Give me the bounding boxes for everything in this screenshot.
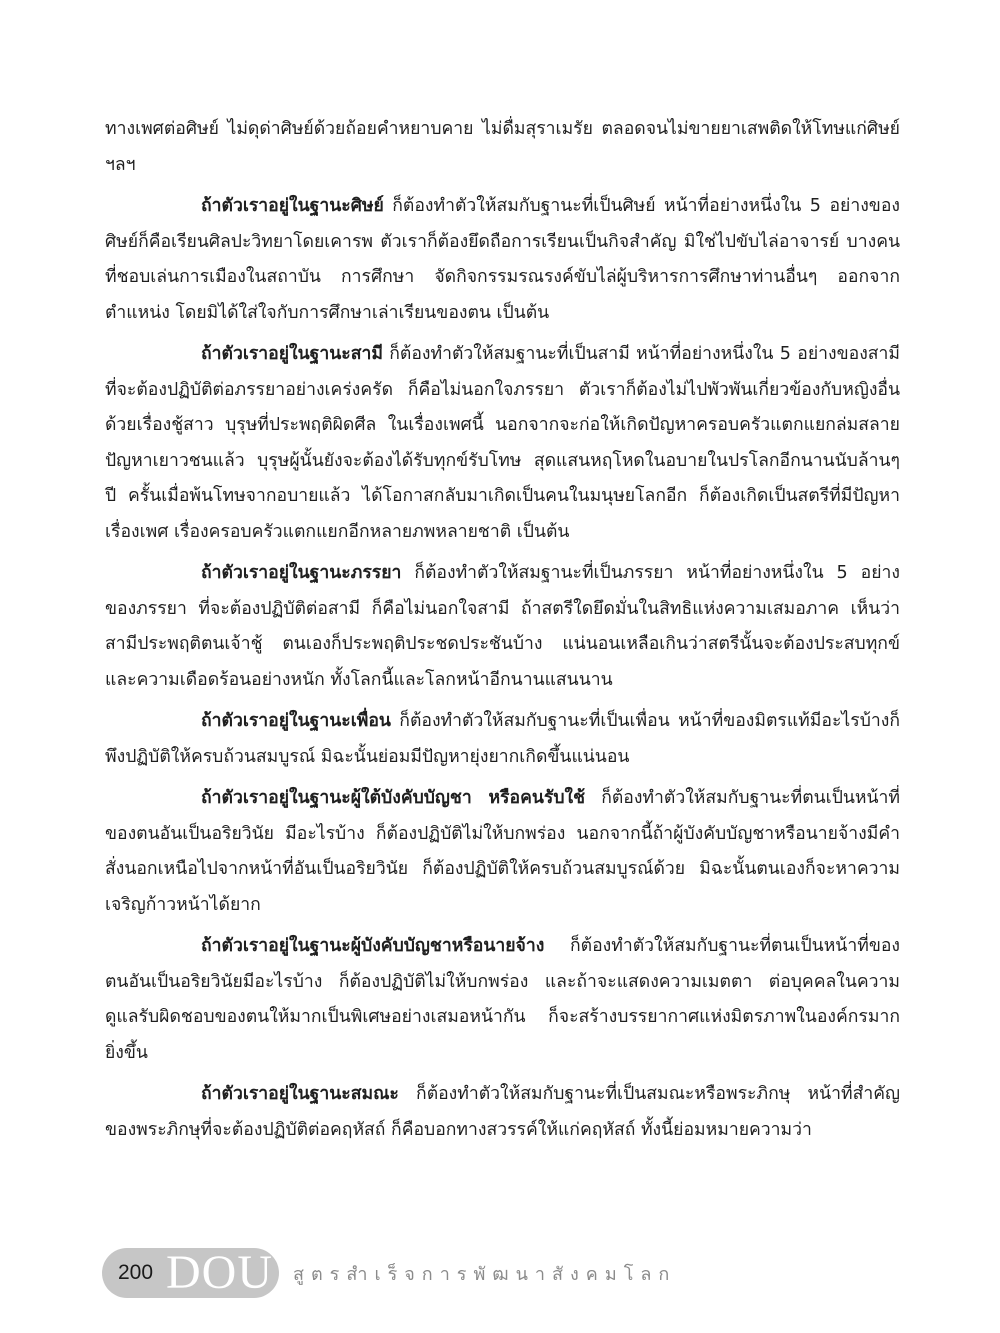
paragraph-lead: ถ้าตัวเราอยู่ในฐานะผู้บังคับบัญชาหรือนายจ้าง	[201, 936, 545, 956]
paragraph-text: ก็ต้องทำตัวให้สมกับฐานะที่ตนเป็นหน้าที่ของตนอันเป็นอริยวินัยมีอะไรบ้าง ก็ต้องปฏิบัติไม่ให้บกพร่อง และถ้าจะแสดงความเมตตา ต่อบุคคลในความดูแลรับผิดชอบของตนให้มากเป็นพิเศษอย่างเสมอหน้ากัน ก็จะสร้างบรรยากาศแห่งมิตรภาพในองค์กรมากยิ่งขึ้น	[105, 936, 900, 1063]
body-text	[105, 112, 900, 1154]
page-footer	[102, 1248, 676, 1298]
paragraph-student	[105, 189, 900, 331]
paragraph-text: ก็ต้องทำตัวให้สมฐานะที่เป็นภรรยา หน้าที่อย่างหนึ่งใน 5 อย่างของภรรยา ที่จะต้องปฏิบัติต่อสามี ก็คือไม่นอกใจสามี ถ้าสตรีใดยึดมั่นในสิทธิแห่งความเสมอภาค เห็นว่าสามีประพฤติตนเจ้าชู้ ตนเองก็ประพฤติประชดประชันบ้าง แน่นอนเหลือเกินว่าสตรีนั้นจะต้องประสบทุกข์และความเดือดร้อนอย่างหนัก ทั้งโลกนี้และโลกหน้าอีกนานแสนนาน	[105, 563, 900, 690]
paragraph-lead: ถ้าตัวเราอยู่ในฐานะภรรยา	[201, 563, 402, 583]
paragraph-lead: ถ้าตัวเราอยู่ในฐานะสามี	[201, 344, 383, 364]
paragraph-husband	[105, 337, 900, 550]
paragraph-lead: ถ้าตัวเราอยู่ในฐานะเพื่อน	[201, 711, 391, 731]
paragraph-wife	[105, 556, 900, 698]
paragraph-text: ก็ต้องทำตัวให้สมกับฐานะที่ตนเป็นหน้าที่ของตนอันเป็นอริยวินัย มีอะไรบ้าง ก็ต้องปฏิบัติไม่ให้บกพร่อง นอกจากนี้ถ้าผู้บังคับบัญชาหรือนายจ้างมีคำสั่งนอกเหนือไปจากหน้าที่อันเป็นอริยวินัย ก็ต้องปฏิบัติให้ครบถ้วนสมบูรณ์ด้วย มิฉะนั้นตนเองก็จะหาความเจริญก้าวหน้าได้ยาก	[105, 788, 900, 915]
paragraph-friend	[105, 704, 900, 775]
paragraph-text: ก็ต้องทำตัวให้สมกับฐานะที่เป็นเพื่อน หน้าที่ของมิตรแท้มีอะไรบ้างก็พึงปฏิบัติให้ครบถ้วนสมบูรณ์ มิฉะนั้นย่อมมีปัญหายุ่งยากเกิดขึ้นแน่นอน	[105, 711, 900, 767]
page-number: 200	[118, 1261, 154, 1284]
paragraph-lead: ถ้าตัวเราอยู่ในฐานะสมณะ	[201, 1084, 399, 1104]
paragraph-continued	[105, 112, 900, 183]
paragraph-text: ก็ต้องทำตัวให้สมฐานะที่เป็นสามี หน้าที่อย่างหนึ่งใน 5 อย่างของสามี ที่จะต้องปฏิบัติต่อภรรยาอย่างเคร่งครัด ก็คือไม่นอกใจภรรยา ตัวเราก็ต้องไม่ไปพัวพันเกี่ยวข้องกับหญิงอื่นด้วยเรื่องชู้สาว บุรุษที่ประพฤติผิดศีล ในเรื่องเพศนี้ นอกจากจะก่อให้เกิดปัญหาครอบครัวแตกแยกล่มสลาย ปัญหาเยาวชนแล้ว บุรุษผู้นั้นยังจะต้องได้รับทุกข์รับโทษ สุดแสนหฤโหดในอบายในปรโลกอีกนานนับล้านๆ ปี ครั้นเมื่อพ้นโทษจากอบายแล้ว ได้โอกาสกลับมาเกิดเป็นคนในมนุษยโลกอีก ก็ต้องเกิดเป็นสตรีที่มีปัญหาเรื่องเพศ เรื่องครอบครัวแตกแยกอีกหลายภพหลายชาติ เป็นต้น	[105, 344, 900, 542]
paragraph-subordinate	[105, 781, 900, 923]
paragraph-text: ทางเพศต่อศิษย์ ไม่ดุด่าศิษย์ด้วยถ้อยคำหยาบคาย ไม่ดื่มสุราเมรัย ตลอดจนไม่ขายยาเสพติดให้โทษแก่ศิษย์ ฯลฯ	[105, 119, 900, 175]
book-title: สูตรสำเร็จการพัฒนาสังคมโลก	[293, 1263, 677, 1285]
paragraph-employer	[105, 929, 900, 1071]
paragraph-text: ก็ต้องทำตัวให้สมกับฐานะที่เป็นศิษย์ หน้าที่อย่างหนึ่งใน 5 อย่างของศิษย์ก็คือเรียนศิลปะวิทยาโดยเคารพ ตัวเราก็ต้องยึดถือการเรียนเป็นกิจสำคัญ มิใช่ไปขับไล่อาจารย์ บางคนที่ชอบเล่นการเมืองในสถาบัน การศึกษา จัดกิจกรรมรณรงค์ขับไล่ผู้บริหารการศึกษาท่านอื่นๆ ออกจากตำแหน่ง โดยมิได้ใส่ใจกับการศึกษาเล่าเรียนของตน เป็นต้น	[105, 196, 900, 323]
page-badge	[102, 1248, 279, 1298]
paragraph-lead: ถ้าตัวเราอยู่ในฐานะศิษย์	[201, 196, 384, 216]
paragraph-monk	[105, 1077, 900, 1148]
paragraph-lead: ถ้าตัวเราอยู่ในฐานะผู้ใต้บังคับบัญชา หรือคนรับใช้	[201, 788, 586, 808]
paragraph-text: ก็ต้องทำตัวให้สมกับฐานะที่เป็นสมณะหรือพระภิกษุ หน้าที่สำคัญของพระภิกษุที่จะต้องปฏิบัติต่อคฤหัสถ์ ก็คือบอกทางสวรรค์ให้แก่คฤหัสถ์ ทั้งนี้ย่อมหมายความว่า	[105, 1084, 900, 1140]
dou-logo: DOU	[166, 1246, 273, 1299]
